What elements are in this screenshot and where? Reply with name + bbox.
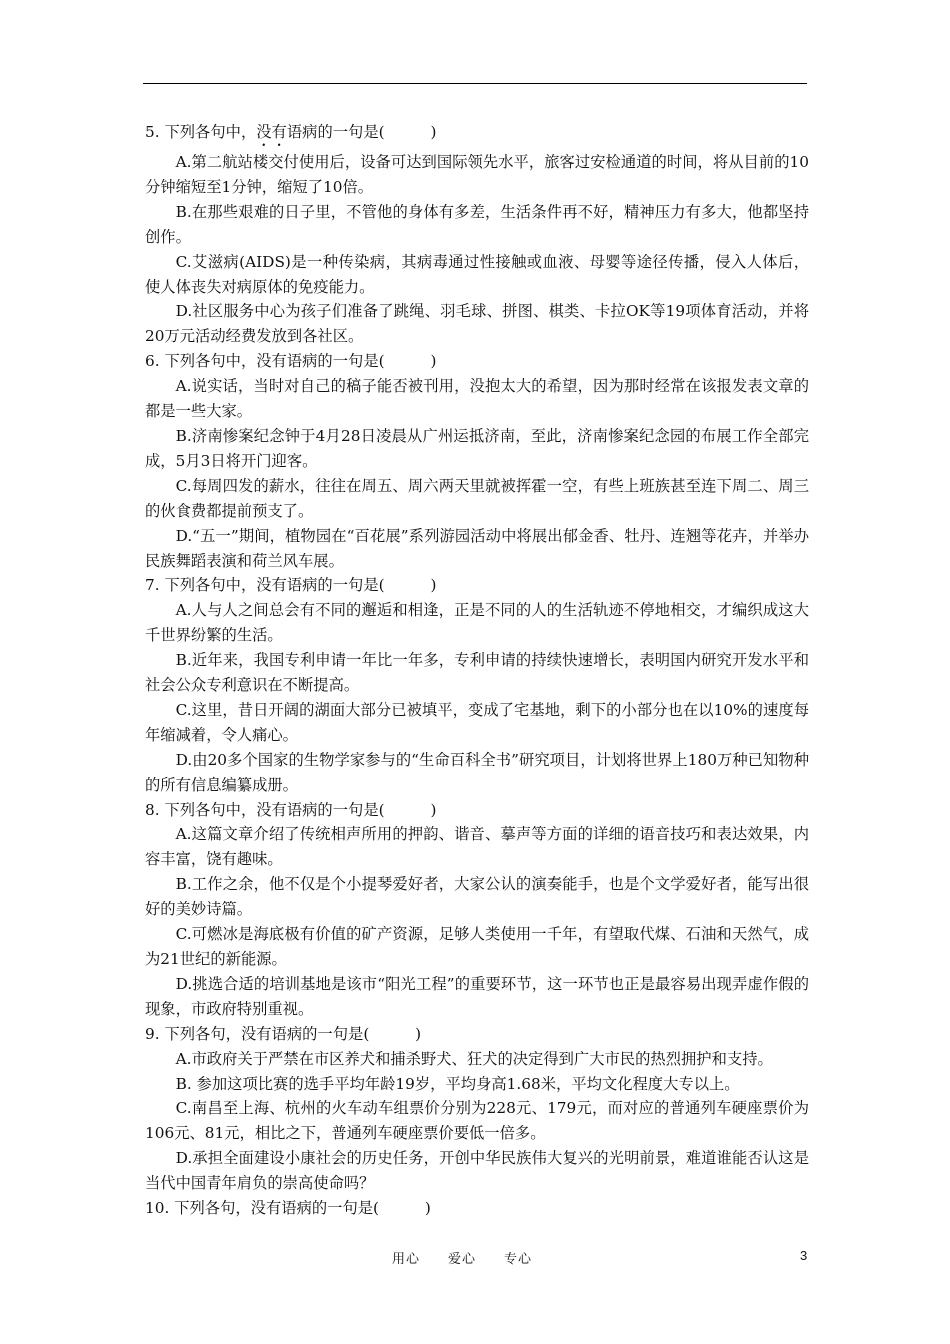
option-c: C.这里，昔日开阔的湖面大部分已被填平，变成了宅基地，剩下的小部分也在以10%的速度每年缩减着，令人痛心。 xyxy=(145,700,809,744)
option-d: D.社区服务中心为孩子们准备了跳绳、羽毛球、拼图、棋类、卡拉OK等19项体育活动，并将20万元活动经费发放到各社区。 xyxy=(145,302,809,346)
option-b: B.济南惨案纪念钟于4月28日凌晨从广州运抵济南，至此，济南惨案纪念园的布展工作全部完成，5月3日将开门迎客。 xyxy=(145,426,809,470)
option-d: D.“五一”期间，植物园在“百花展”系列游园活动中将展出郁金香、牡丹、连翘等花卉，并举办民族舞蹈表演和荷兰风车展。 xyxy=(145,526,809,570)
option-c: C.可燃冰是海底极有价值的矿产资源，足够人类使用一千年，有望取代煤、石油和天然气，成为21世纪的新能源。 xyxy=(145,925,809,968)
question-stem: 10. 下列各句，没有语病的一句是( ) xyxy=(145,1199,431,1218)
option-b: B. 参加这项比赛的选手平均年龄19岁，平均身高1.68米，平均文化程度大专以上。 xyxy=(175,1074,740,1093)
option-c: C.艾滋病(AIDS)是一种传染病，其病毒通过性接触或血液、母婴等途径传播，侵入人体后，使人体丧失对病原体的免疫能力。 xyxy=(145,252,809,296)
question-5 xyxy=(145,120,809,349)
question-stem: 7. 下列各句中，没有语病的一句是( ) xyxy=(145,576,437,595)
option-c: C.南昌至上海、杭州的火车动车组票价分别为228元、179元，而对应的普通列车硬座票价为106元、81元，相比之下，普通列车硬座票价要低一倍多。 xyxy=(145,1099,809,1143)
option-a: A.市政府关于严禁在市区养犬和捕杀野犬、狂犬的决定得到广大市民的热烈拥护和支持。 xyxy=(175,1049,773,1068)
header-rule xyxy=(143,83,807,84)
option-d: D.挑选合适的培训基地是该市“阳光工程”的重要环节，这一环节也正是最容易出现弄虚作假的现象，市政府特别重视。 xyxy=(145,974,809,1018)
question-9 xyxy=(145,1022,809,1196)
question-list xyxy=(145,120,809,1221)
option-a: A.人与人之间总会有不同的邂逅和相逢，正是不同的人的生活轨迹不停地相交，才编织成这大千世界纷繁的生活。 xyxy=(145,601,809,645)
option-d: D.承担全面建设小康社会的历史任务，开创中华民族伟大复兴的光明前景，难道谁能否认这是当代中国青年肩负的崇高使命吗？ xyxy=(145,1149,809,1193)
page-number: 3 xyxy=(800,1248,808,1263)
question-8 xyxy=(145,798,809,1022)
question-10 xyxy=(145,1196,809,1221)
emphasis-text: 没有 xyxy=(256,123,287,141)
question-stem: 8. 下列各句中，没有语病的一句是( ) xyxy=(145,800,437,819)
option-b: B.工作之余，他不仅是个小提琴爱好者，大家公认的演奏能手，也是个文学爱好者，能写出很好的美妙诗篇。 xyxy=(145,875,809,919)
question-stem: 9. 下列各句，没有语病的一句是( ) xyxy=(145,1024,422,1043)
question-7 xyxy=(145,573,809,797)
question-stem: 5. 下列各句中，没有语病的一句是( ) xyxy=(145,123,437,141)
question-6 xyxy=(145,349,809,573)
option-a: A.说实话，当时对自己的稿子能否被刊用，没抱太大的希望，因为那时经常在该报发表文章的都是一些大家。 xyxy=(145,377,809,421)
option-b: B.在那些艰难的日子里，不管他的身体有多差，生活条件再不好，精神压力有多大，他都坚持创作。 xyxy=(145,202,809,246)
option-a: A.这篇文章介绍了传统相声所用的押韵、谐音、摹声等方面的详细的语音技巧和表达效果，内容丰富，饶有趣味。 xyxy=(145,825,809,869)
option-d: D.由20多个国家的生物学家参与的“生命百科全书”研究项目，计划将世界上180万种已知物种的所有信息编纂成册。 xyxy=(145,750,809,794)
question-stem: 6. 下列各句中，没有语病的一句是( ) xyxy=(145,352,437,371)
option-c: C.每周四发的薪水，往往在周五、周六两天里就被挥霍一空，有些上班族甚至连下周二、周三的伙食费都提前预支了。 xyxy=(145,476,809,520)
option-b: B.近年来，我国专利申请一年比一年多，专利申请的持续快速增长，表明国内研究开发水平和社会公众专利意识在不断提高。 xyxy=(145,651,809,695)
footer-motto: 用心 爱心 专心 xyxy=(392,1252,533,1267)
option-a: A.第二航站楼交付使用后，设备可达到国际领先水平，旅客过安检通道的时间，将从目前的10分钟缩短至1分钟，缩短了10倍。 xyxy=(145,153,809,196)
